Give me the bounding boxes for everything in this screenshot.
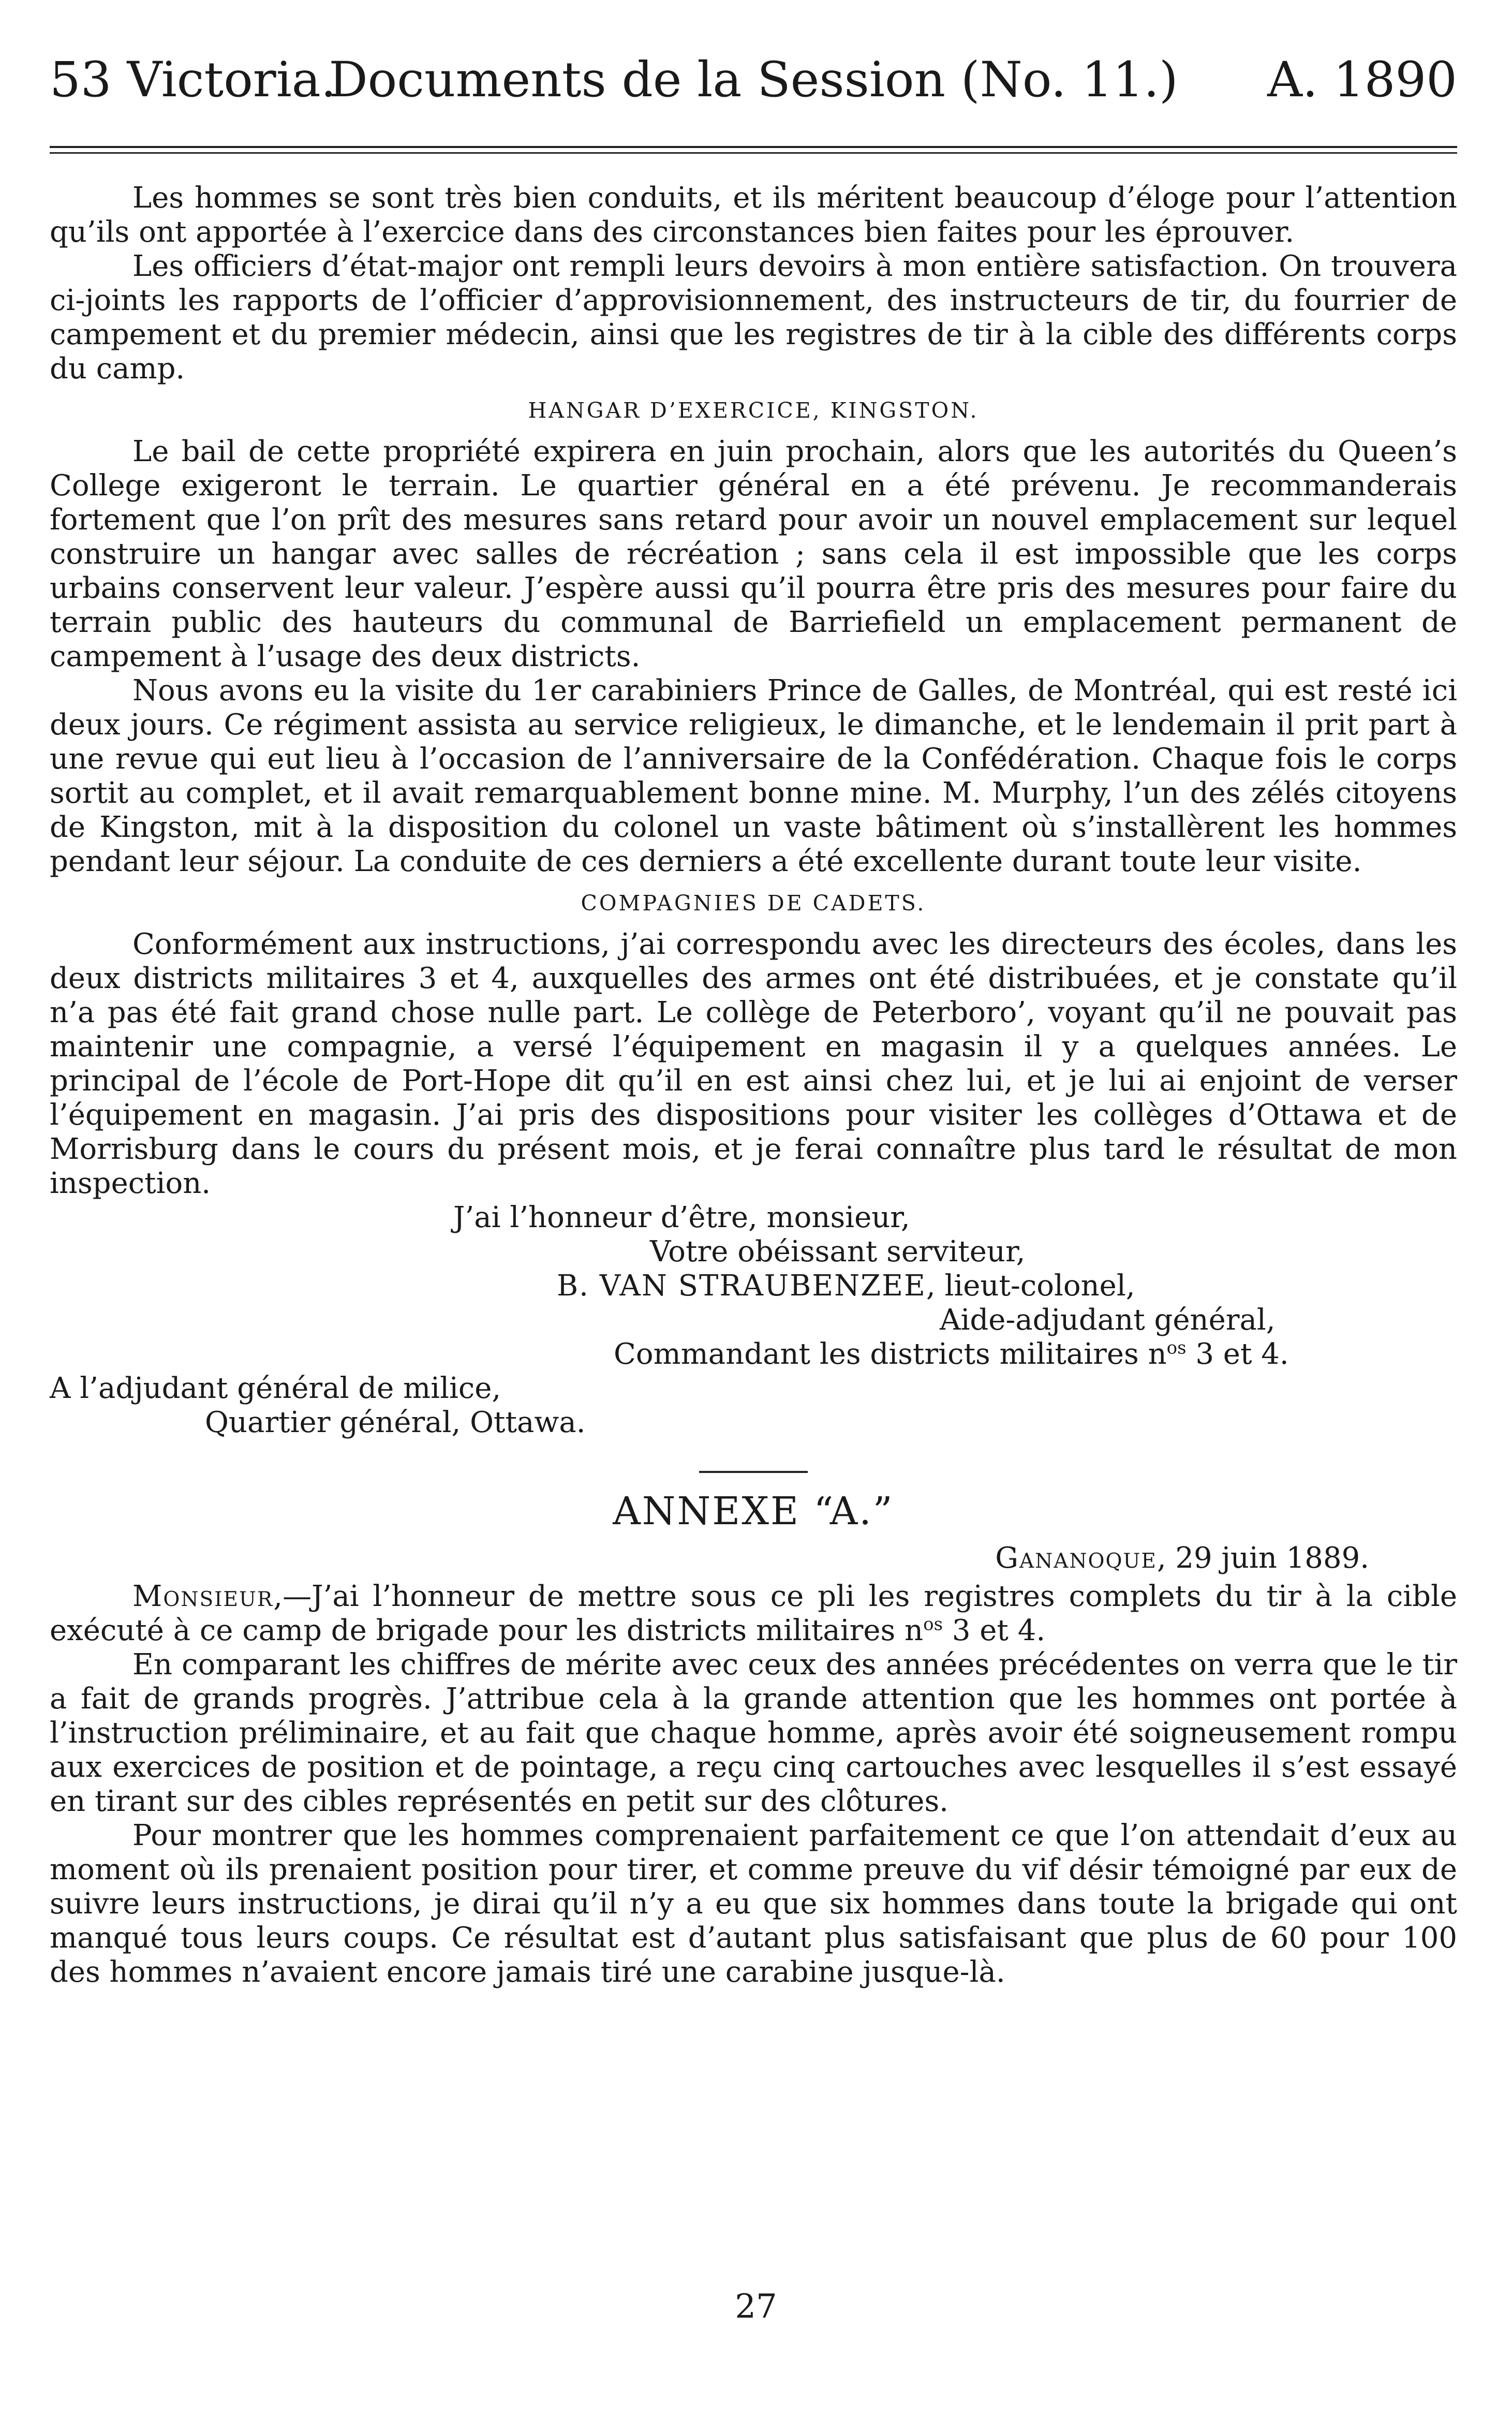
signature-command: Commandant les districts militaires n xyxy=(614,1337,1167,1371)
header-volume: 53 Victoria. xyxy=(50,52,336,108)
header-rule xyxy=(50,146,1457,148)
annex-p1-sup: os xyxy=(923,1614,943,1635)
section-divider xyxy=(699,1471,808,1473)
section-heading-drill-shed: HANGAR D’EXERCICE, KINGSTON. xyxy=(528,398,979,423)
annex-p1-text: ,—J’ai l’honneur de mettre sous ce pli les registres complets du tir à la cible exécuté à ce camp de brigade pour les districts militaires n xyxy=(50,1580,1457,1647)
signature-command-end: 3 et 4. xyxy=(1186,1337,1289,1371)
running-header xyxy=(50,52,1457,109)
signature-command-line xyxy=(50,1337,1457,1372)
signature-title: Aide-adjudant général, xyxy=(940,1303,1276,1337)
main-text xyxy=(50,181,1457,1989)
section-heading-cadets: COMPAGNIES DE CADETS. xyxy=(581,891,926,916)
header-year: A. 1890 xyxy=(1267,52,1457,108)
annex-paragraph-results: Pour montrer que les hommes comprenaient parfaitement ce que l’on attendait d’eux au moment où ils prenaient position pour tirer, et comme preuve du vif désir témoigné par eux de suivre leurs instructions, je dirai qu’il n’y a eu que six hommes dans toute la brigade qui ont manqué tous leurs coups. Ce résultat est d’autant plus satisfaisant que plus de 60 pour 100 des hommes n’avaient encore jamais tiré une carabine jusque-là. xyxy=(50,1819,1457,1989)
signature-block xyxy=(50,1201,1457,1440)
signature-closing: J’ai l’honneur d’être, monsieur, xyxy=(453,1201,910,1234)
paragraph-cadets: Conformément aux instructions, j’ai correspondu avec les directeurs des écoles, dans les deux districts militaires 3 et 4, auxquelles des armes ont été distribuées, et je constate qu’il n’a pas été fait grand chose nulle part. Le collège de Peterboro’, voyant qu’il ne pouvait pas maintenir une compagnie, a versé l’équipement en magasin il y a quelques années. Le principal de l’école de Port-Hope dit qu’il en est ainsi chez lui, et je lui ai enjoint de verser l’équipement en magasin. J’ai pris des dispositions pour visiter les collèges d’Ottawa et de Morrisburg dans le cours du présent mois, et je ferai connaître plus tard le résultat de mon inspection. xyxy=(50,927,1457,1200)
page-number: 27 xyxy=(735,2288,777,2326)
signature-servant: Votre obéissant serviteur, xyxy=(650,1235,1026,1269)
annex-date: , 29 juin 1889. xyxy=(1157,1541,1369,1575)
annex-salutation: Monsieur xyxy=(132,1580,274,1613)
paragraph-drill-shed: Le bail de cette propriété expirera en juin prochain, alors que les autorités du Queen’s College exigeront le terrain. Le quartier général en a été prévenu. Je recommanderais fortement que l’on prît des mesures sans retard pour avoir un nouvel emplacement sur lequel construire un hangar avec salles de récréation ; sans cela il est impossible que les corps urbains conservent leur valeur. J’espère aussi qu’il pourra être pris des mesures pour faire du terrain public des hauteurs du communal de Barriefield un emplacement permanent de campement à l’usage des deux districts. xyxy=(50,435,1457,673)
header-title: Documents de la Session (No. 11.) xyxy=(329,52,1178,108)
signature-name: B. VAN STRAUBENZEE xyxy=(557,1269,926,1303)
annex-title: ANNEXE “A.” xyxy=(613,1489,894,1534)
signature-rank: , lieut-colonel, xyxy=(926,1269,1135,1303)
address-recipient: A l’adjudant général de milice, xyxy=(50,1372,501,1405)
paragraph-conduct: Les hommes se sont très bien conduits, et ils méritent beaucoup d’éloge pour l’attention qu’ils ont apportée à l’exercice dans des circonstances bien faites pour les éprouver. xyxy=(50,181,1457,249)
signature-command-sup: os xyxy=(1166,1337,1187,1359)
annex-place: Gananoque xyxy=(995,1541,1157,1575)
paragraph-visit: Nous avons eu la visite du 1er carabiniers Prince de Galles, de Montréal, qui est resté ici deux jours. Ce régiment assista au service religieux, le dimanche, et le lendemain il prit part à une revue qui eut lieu à l’occasion de l’anniversaire de la Confédération. Chaque fois le corps sortit au complet, et il avait remarquablement bonne mine. M. Murphy, l’un des zélés citoyens de Kingston, mit à la disposition du colonel un vaste bâtiment où s’installèrent les hommes pendant leur séjour. La conduite de ces derniers a été excellente durant toute leur visite. xyxy=(50,674,1457,878)
annex-p1-end: 3 et 4. xyxy=(943,1614,1046,1647)
header-rule-secondary xyxy=(50,152,1457,154)
annex-paragraph-progress: En comparant les chiffres de mérite avec ceux des années précédentes on verra que le tir a fait de grands progrès. J’attribue cela à la grande attention que les hommes ont portée à l’instruction préliminaire, et au fait que chaque homme, après avoir été soigneusement rompu aux exercices de position et de pointage, a reçu cinq cartouches avec lesquelles il s’est essayé en tirant sur des cibles représentés en petit sur des clôtures. xyxy=(50,1648,1457,1818)
annex-paragraph-salutation xyxy=(50,1580,1457,1648)
paragraph-staff-officers: Les officiers d’état-major ont rempli leurs devoirs à mon entière satisfaction. On trouvera ci-joints les rapports de l’officier d’approvisionnement, des instructeurs de tir, du fourrier de campement et du premier médecin, ainsi que les registres de tir à la cible des différents corps du camp. xyxy=(50,249,1457,386)
signature-name-line xyxy=(50,1269,1457,1303)
address-location: Quartier général, Ottawa. xyxy=(205,1406,586,1439)
annex-dateline xyxy=(50,1541,1457,1575)
